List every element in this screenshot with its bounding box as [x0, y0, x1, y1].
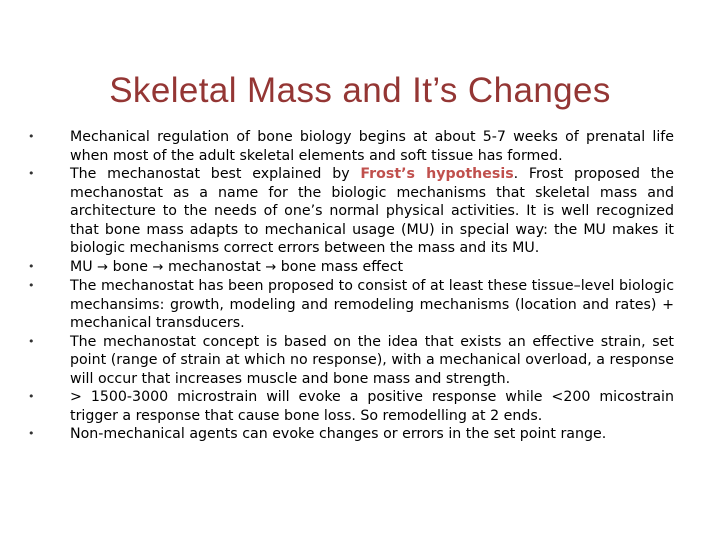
- list-item: [28, 388, 674, 425]
- list-item: [28, 128, 674, 165]
- bullet-text: Non-mechanical agents can evoke changes or errors in the set point range.: [70, 426, 607, 442]
- bullet-text: The mechanostat has been proposed to consist of at least these tissue–level biologic mechansims: growth, modeling and remodeling mechanisms (location and rates) + mechanical transducers.: [70, 278, 674, 331]
- bullet-dot-icon: •: [28, 279, 35, 292]
- list-item: [28, 425, 674, 444]
- bullet-dot-icon: •: [28, 334, 35, 348]
- list-item: [28, 333, 674, 389]
- bullet-dot-icon: •: [28, 390, 35, 403]
- flow-part-bone-mass-effect: bone mass effect: [280, 258, 404, 275]
- flow-part-mechanostat: mechanostat: [167, 258, 261, 275]
- bullet-text: > 1500-3000 microstrain will evoke a positive response while <200 micostrain trigger a response that cause bone loss. So remodelling at 2 ends.: [70, 389, 674, 424]
- flow-part-mu: MU: [70, 258, 93, 275]
- bullet-text-before: The mechanostat best explained by: [70, 166, 361, 182]
- bullet-text: The mechanostat concept is based on the idea that exists an effective strain, set point (range of strain at which no response), with a mechanical overload, a response will occur that increases muscle and bone mass and strength.: [70, 333, 674, 387]
- right-arrow-icon: →: [97, 259, 109, 275]
- bullet-dot-icon: •: [28, 427, 35, 440]
- flow-part-bone: bone: [112, 258, 148, 275]
- list-item: [28, 165, 674, 258]
- right-arrow-icon: →: [265, 259, 277, 275]
- bullet-text: Mechanical regulation of bone biology begins at about 5-7 weeks of prenatal life when most of the adult skeletal elements and soft tissue has formed.: [70, 129, 674, 164]
- bullet-list: [28, 128, 674, 444]
- right-arrow-icon: →: [152, 259, 164, 275]
- list-item: [28, 277, 674, 333]
- highlight-frost-hypothesis: Frost’s hypothesis: [360, 166, 514, 182]
- bullet-dot-icon: •: [28, 130, 35, 143]
- bullet-dot-icon: •: [28, 259, 35, 273]
- slide-title: Skeletal Mass and It’s Changes: [109, 71, 611, 111]
- bullet-text-after: . Frost proposed the mechanostat as a name for the biologic mechanisms that skeletal mass and architecture to the needs of one’s normal physical activities. It is well recognized that bone mass adapts to mechanical usage (MU) in special way: the MU makes it biologic mechanisms correct errors between the mass and its MU.: [70, 166, 674, 256]
- list-item: [28, 258, 674, 278]
- bullet-dot-icon: •: [28, 167, 35, 180]
